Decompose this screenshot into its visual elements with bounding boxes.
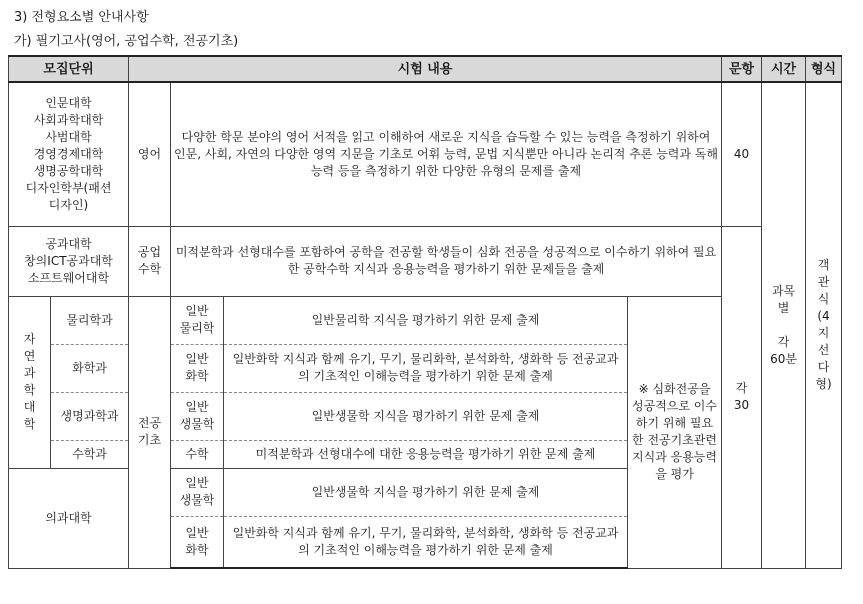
- major-note: ※ 심화전공을 성공적으로 이수하기 위해 필요한 전공기초관련 지식과 응용능력을 평가: [628, 296, 722, 568]
- natural-science-college: 자 연 과 학 대 학: [9, 296, 51, 468]
- engmath-units: 공과대학 창의ICT공과대학 소프트웨어대학: [9, 226, 129, 296]
- content-biology: 일반생물학 지식을 평가하기 위한 문제 출제: [224, 392, 628, 440]
- course-biology: 일반 생물학: [171, 392, 224, 440]
- content-physics: 일반물리학 지식을 평가하기 위한 문제 출제: [224, 296, 628, 344]
- time-cell: 과목 별 각 60분: [762, 82, 806, 568]
- exam-subheading: 가) 필기고사(영어, 공업수학, 전공기초): [14, 34, 239, 49]
- course-chemistry: 일반 화학: [171, 344, 224, 392]
- engmath-subject: 공업 수학: [129, 226, 171, 296]
- engmath-row: [9, 226, 842, 296]
- format-cell: 객 관 식 (4 지 선 다 형): [806, 82, 842, 568]
- section-heading: 3) 전형요소별 안내사항: [14, 10, 149, 25]
- english-content: 다양한 학문 분야의 영어 서적을 읽고 이해하여 새로운 지식을 습득할 수 있는 능력을 측정하기 위하여 인문, 사회, 자연의 다양한 영역 지문을 기초로 어휘 능력, 문법 지식뿐만 아니라 논리적 추론 능력과 독해 능력 등을 측정하기 위한 다양한 유형의 문제를 출제: [171, 82, 722, 226]
- english-row: [9, 82, 842, 226]
- header-questions: 문항: [722, 56, 762, 82]
- content-chemistry: 일반화학 지식과 함께 유기, 무기, 물리화학, 분석화학, 생화학 등 전공교과의 기초적인 이해능력을 평가하기 위한 문제 출제: [224, 344, 628, 392]
- content-med-biology: 일반생물학 지식을 평가하기 위한 문제 출제: [224, 468, 628, 516]
- english-questions: 40: [722, 82, 762, 226]
- course-med-chemistry: 일반 화학: [171, 516, 224, 568]
- header-content: 시험 내용: [129, 56, 722, 82]
- english-units: 인문대학 사회과학대학 사범대학 경영경제대학 생명공학대학 디자인학부(패션 디자인): [9, 82, 129, 226]
- content-med-chemistry: 일반화학 지식과 함께 유기, 무기, 물리화학, 분석화학, 생화학 등 전공교과의 기초적인 이해능력을 평가하기 위한 문제 출제: [224, 516, 628, 568]
- course-physics: 일반 물리학: [171, 296, 224, 344]
- medical-college: 의과대학: [9, 468, 129, 568]
- course-med-biology: 일반 생물학: [171, 468, 224, 516]
- dept-biology: 생명과학과: [51, 392, 129, 440]
- dept-chemistry: 화학과: [51, 344, 129, 392]
- header-unit: 모집단위: [9, 56, 129, 82]
- dept-physics: 물리학과: [51, 296, 129, 344]
- engmath-content: 미적분학과 선형대수를 포함하여 공학을 전공할 학생들이 심화 전공을 성공적으로 이수하기 위하여 필요한 공학수학 지식과 응용능력을 평가하기 위한 문제들을 출제: [171, 226, 722, 296]
- dept-math: 수학과: [51, 440, 129, 468]
- header-format: 형식: [806, 56, 842, 82]
- content-math: 미적분학과 선형대수에 대한 응용능력을 평가하기 위한 문제 출제: [224, 440, 628, 468]
- major-subject: 전공 기초: [129, 296, 171, 568]
- major-questions: 각 30: [722, 226, 762, 568]
- header-time: 시간: [762, 56, 806, 82]
- english-subject: 영어: [129, 82, 171, 226]
- table-row: [9, 296, 842, 344]
- written-exam-table: [8, 55, 842, 569]
- course-math: 수학: [171, 440, 224, 468]
